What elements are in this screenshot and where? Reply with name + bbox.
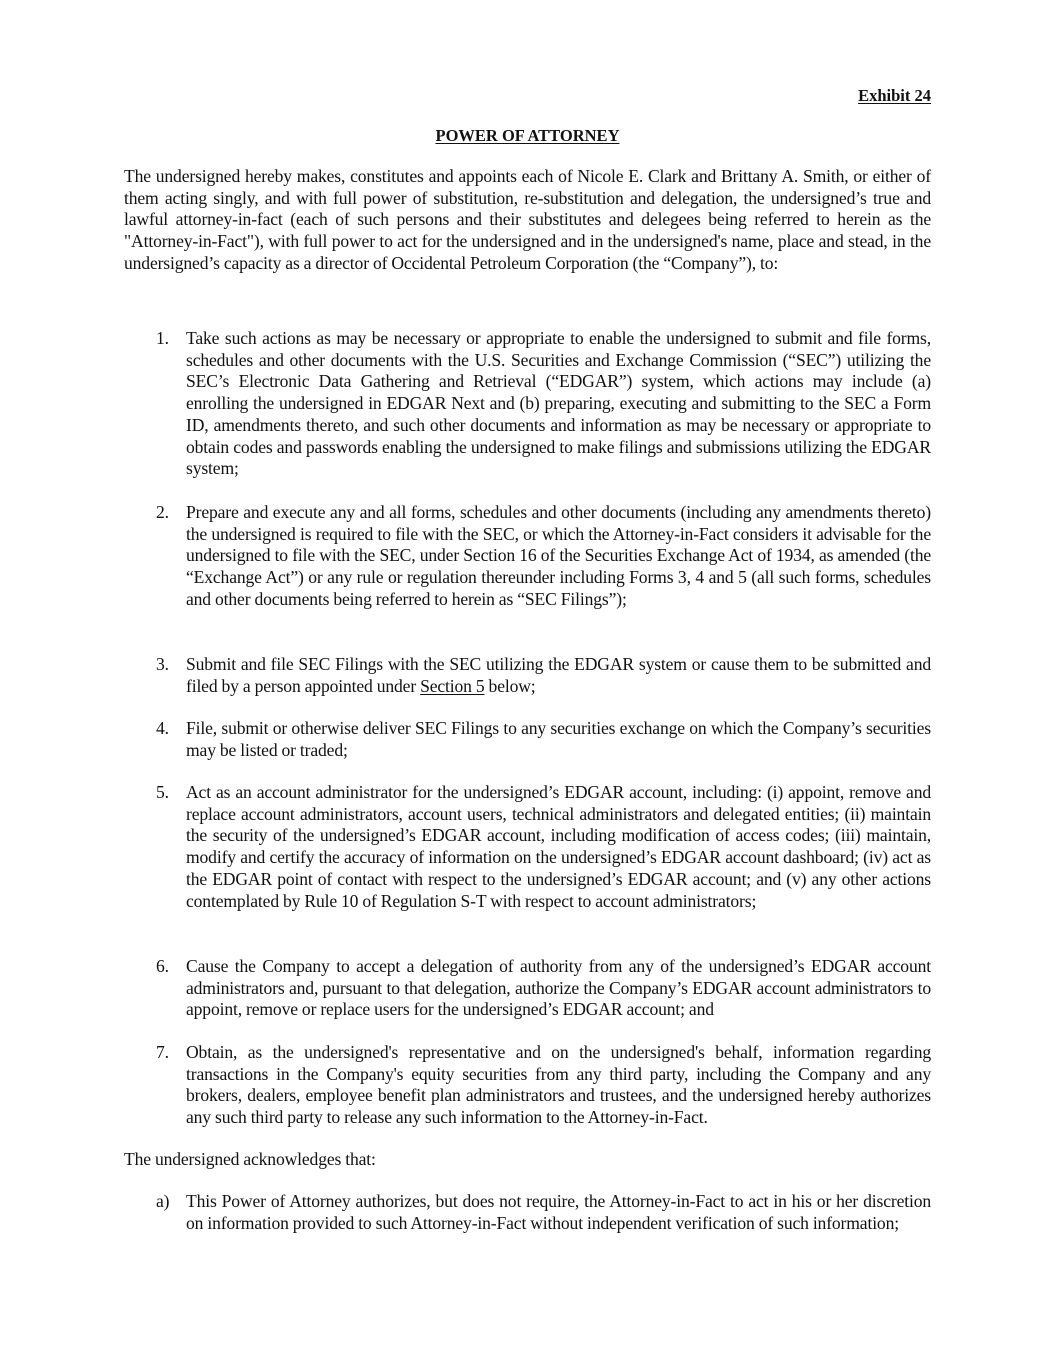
item-number: 2. — [156, 502, 169, 522]
item-letter: a) — [156, 1191, 170, 1211]
acknowledgement-item-a — [156, 1191, 931, 1234]
item-text-after: below; — [484, 675, 536, 696]
power-item-5 — [156, 782, 931, 912]
item-text: Act as an account administrator for the undersigned’s EDGAR account, including: (i) appoint, remove and replace account administrators, account users, technical administrators and delegated entities; (ii) maintain the security of the undersigned’s EDGAR account, including modification of access codes; (iii) maintain, modify and certify the accuracy of information on the undersigned’s EDGAR account dashboard; (iv) act as the EDGAR point of contact with respect to the undersigned’s EDGAR account; and (v) any other actions contemplated by Rule 10 of Regulation S-T with respect to account administrators; — [186, 782, 931, 911]
item-text — [186, 654, 931, 697]
power-item-7 — [156, 1042, 931, 1129]
section-5-reference: Section 5 — [420, 675, 485, 696]
item-number: 5. — [156, 782, 169, 802]
item-text-before: Submit and file SEC Filings with the SEC utilizing the EDGAR system or cause them to be submitted and filed by a person appointed under — [186, 654, 931, 696]
item-number: 6. — [156, 956, 169, 976]
item-number: 7. — [156, 1042, 169, 1062]
item-number: 1. — [156, 328, 169, 348]
item-text: This Power of Attorney authorizes, but does not require, the Attorney-in-Fact to act in his or her discretion on information provided to such Attorney-in-Fact without independent verification of such information; — [186, 1191, 931, 1233]
power-item-2 — [156, 502, 931, 611]
item-text: File, submit or otherwise deliver SEC Filings to any securities exchange on which the Company’s securities may be listed or traded; — [186, 718, 931, 760]
power-item-3 — [156, 654, 931, 697]
intro-paragraph: The undersigned hereby makes, constitutes and appoints each of Nicole E. Clark and Brittany A. Smith, or either of them acting singly, and with full power of substitution, re-substitution and delegation, the undersigned’s true and lawful attorney-in-fact (each of such persons and their substitutes and delegees being referred to herein as the "Attorney-in-Fact"), with full power to act for the undersigned and in the undersigned's name, place and stead, in the undersigned’s capacity as a director of Occidental Petroleum Corporation (the “Company”), to: — [124, 166, 931, 273]
acknowledgement-intro: The undersigned acknowledges that: — [124, 1149, 376, 1169]
document-title: POWER OF ATTORNEY — [435, 126, 620, 145]
power-item-6 — [156, 956, 931, 1021]
item-number: 4. — [156, 718, 169, 738]
item-text: Cause the Company to accept a delegation of authority from any of the undersigned’s EDGAR account administrators and, pursuant to that delegation, authorize the Company’s EDGAR account administrators to appoint, remove or replace users for the undersigned’s EDGAR account; and — [186, 956, 931, 1020]
exhibit-label: Exhibit 24 — [858, 86, 931, 105]
item-text: Obtain, as the undersigned's representative and on the undersigned's behalf, information regarding transactions in the Company's equity securities from any third party, including the Company and any brokers, dealers, employee benefit plan administrators and trustees, and the undersigned hereby authorizes any such third party to release any such information to the Attorney-in-Fact. — [186, 1042, 931, 1128]
item-text: Prepare and execute any and all forms, schedules and other documents (including any amendments thereto) the undersigned is required to file with the SEC, or which the Attorney-in-Fact considers it advisable for the undersigned to file with the SEC, under Section 16 of the Securities Exchange Act of 1934, as amended (the “Exchange Act”) or any rule or regulation thereunder including Forms 3, 4 and 5 (all such forms, schedules and other documents being referred to herein as “SEC Filings”); — [186, 502, 931, 609]
item-number: 3. — [156, 654, 169, 674]
power-item-1 — [156, 328, 931, 480]
item-text: Take such actions as may be necessary or appropriate to enable the undersigned to submit and file forms, schedules and other documents with the U.S. Securities and Exchange Commission (“SEC”) utilizing the SEC’s Electronic Data Gathering and Retrieval (“EDGAR”) system, which actions may include (a) enrolling the undersigned in EDGAR Next and (b) preparing, executing and submitting to the SEC a Form ID, amendments thereto, and such other documents and information as may be necessary or appropriate to obtain codes and passwords enabling the undersigned to make filings and submissions utilizing the EDGAR system; — [186, 328, 931, 479]
power-item-4 — [156, 718, 931, 761]
